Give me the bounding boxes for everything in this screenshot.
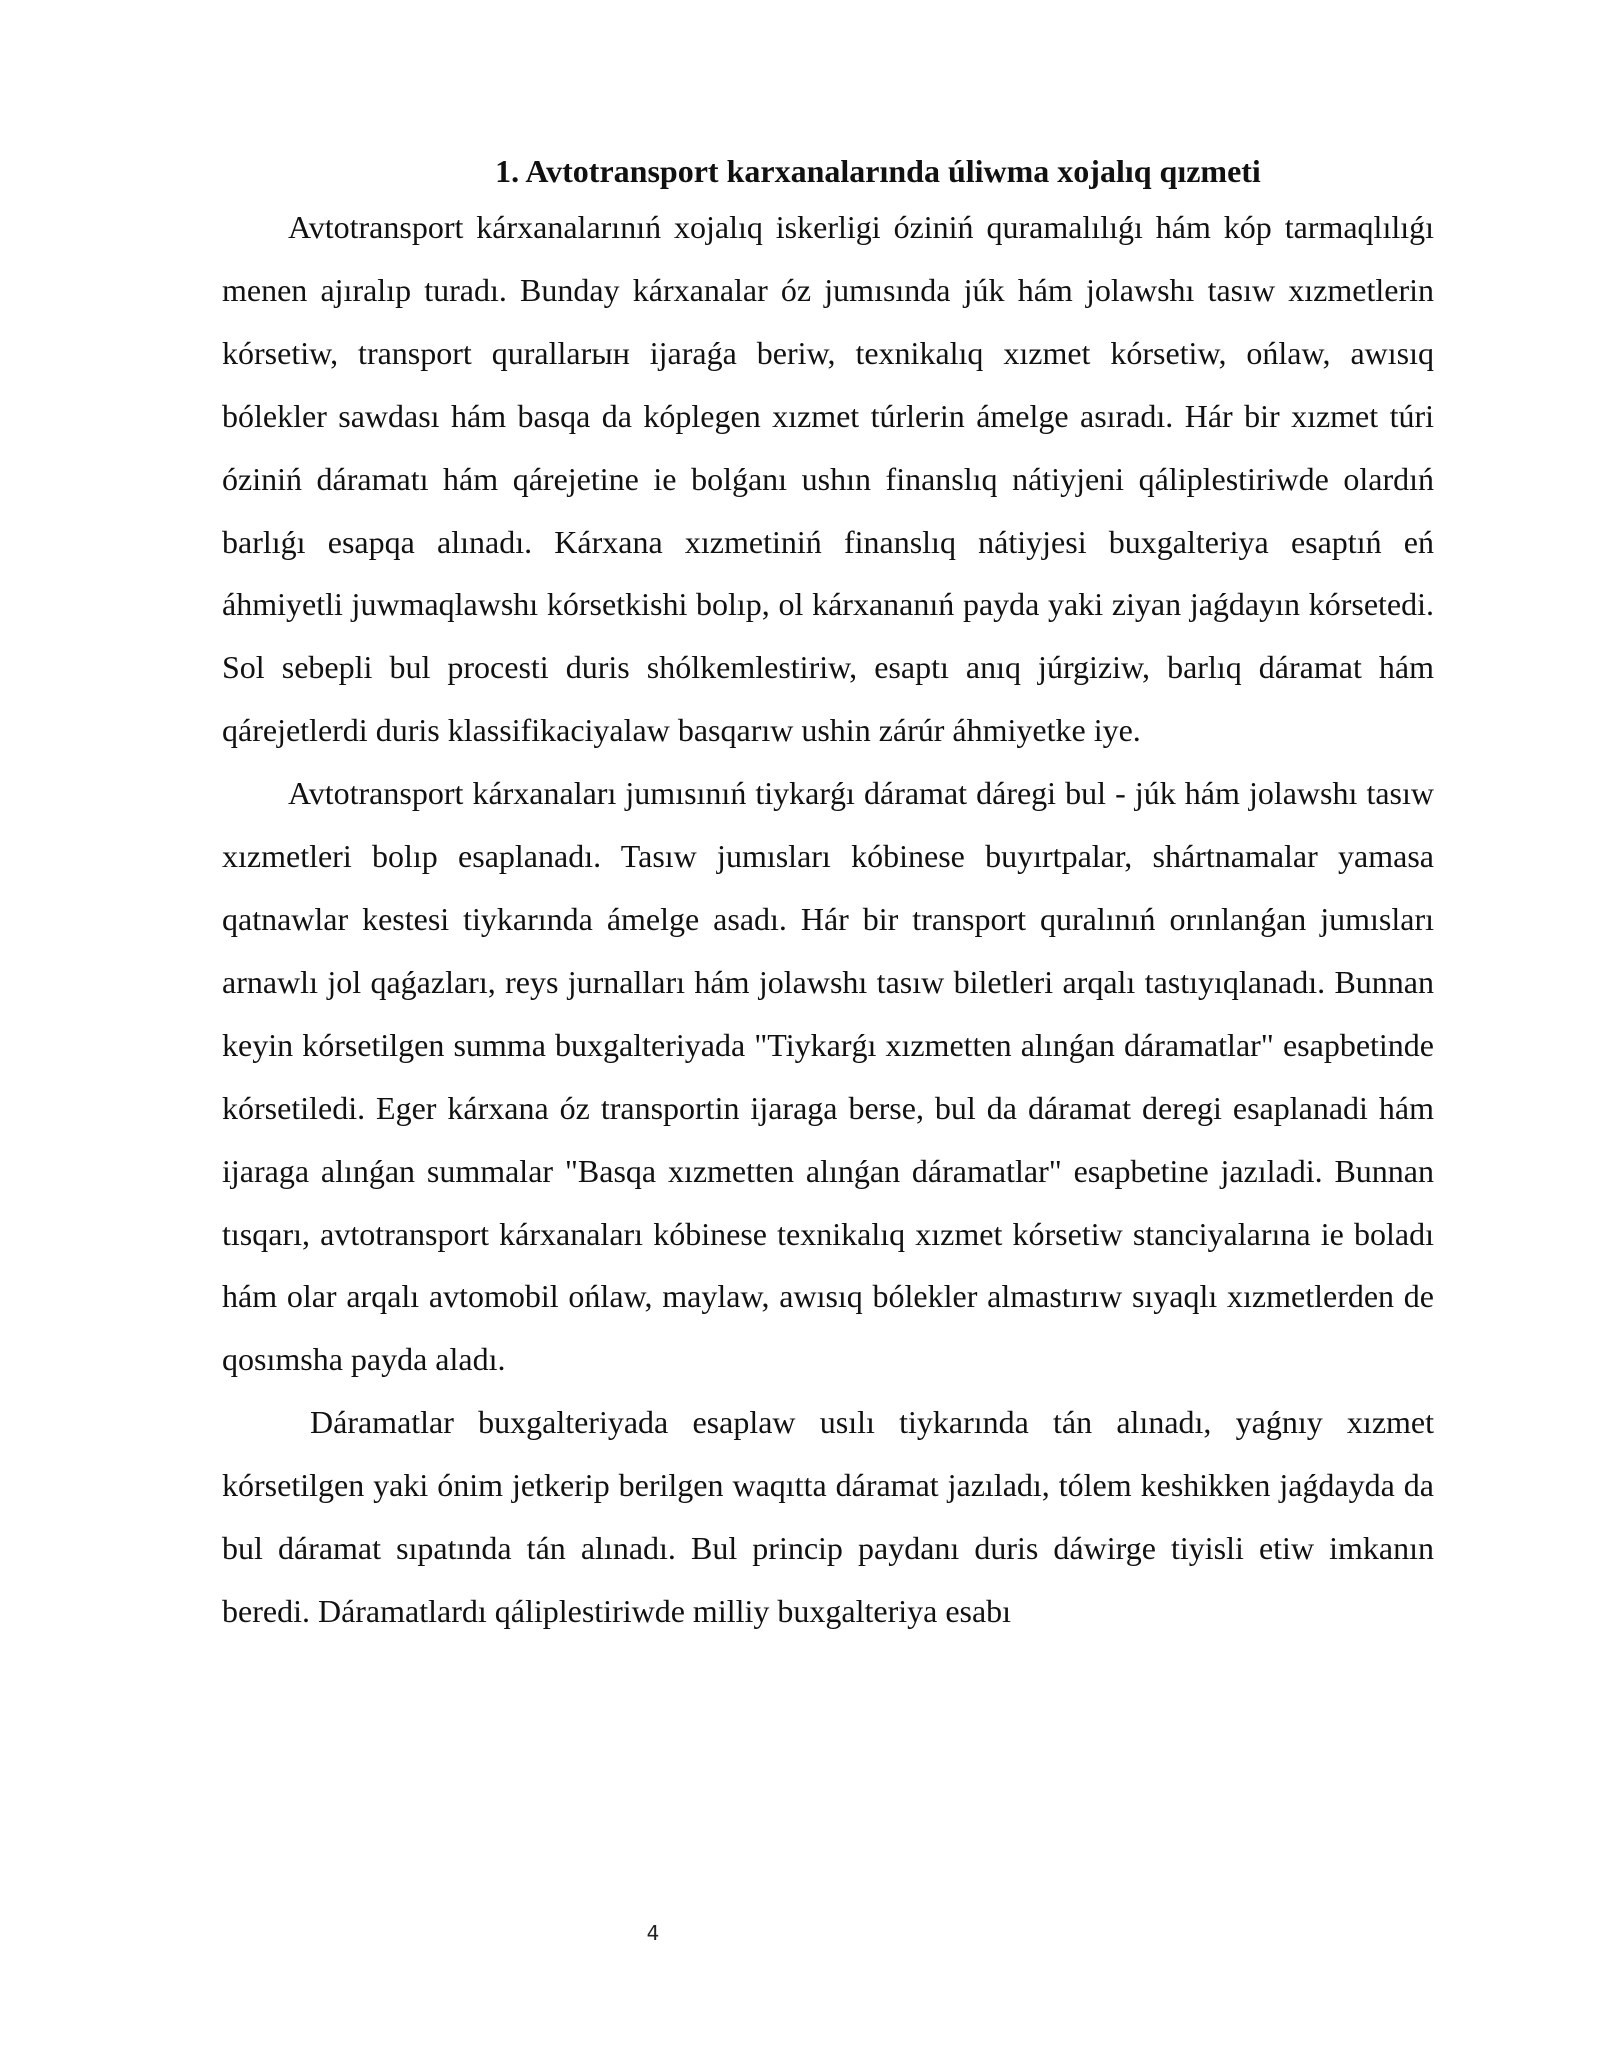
page-content — [222, 148, 1434, 1643]
page-number: 4 — [646, 1921, 660, 1945]
body-paragraph-1: Avtotransport kárxanalarınıń xojalıq iskerligi óziniń quramalılıǵı hám kóp tarmaqlılıǵı menen ajıralıp turadı. Bunday kárxanalar óz jumısında júk hám jolawshı tasıw xızmetlerin kórsetiw, transport qurallarын ijaraǵa beriw, texnikalıq xızmet kórsetiw, ońlaw, awısıq bólekler sawdası hám basqa da kóplegen xızmet túrlerin ámelge asıradı. Hár bir xızmet túri óziniń dáramatı hám qárejetine ie bolǵanı ushın finanslıq nátiyjeni qáliplestiriwde olardıń barlıǵı esapqa alınadı. Kárxana xızmetiniń finanslıq nátiyjesi buxgalteriya esaptıń eń áhmiyetli juwmaqlawshı kórsetkishi bolıp, ol kárxananıń payda yaki ziyan jaǵdayın kórsetedi. Sol sebepli bul procesti duris shólkemlestiriw, esaptı anıq júrgiziw, barlıq dáramat hám qárejetlerdi duris klassifikaciyalaw basqarıw ushin zárúr áhmiyetke iye. — [222, 209, 1434, 749]
section-heading: 1. Avtotransport karxanalarında úliwma xojalıq qızmeti — [495, 153, 1261, 189]
body-paragraph-2: Avtotransport kárxanaları jumısınıń tiykarǵı dáramat dáregi bul - júk hám jolawshı tasıw xızmetleri bolıp esaplanadı. Tasıw jumısları kóbinese buyırtpalar, shártnamalar yamasa qatnawlar kestesi tiykarında ámelge asadı. Hár bir transport quralınıń orınlanǵan jumısları arnawlı jol qaǵazları, reys jurnalları hám jolawshı tasıw biletleri arqalı tastıyıqlanadı. Bunnan keyin kórsetilgen summa buxgalteriyada "Tiykarǵı xızmetten alınǵan dáramatlar" esapbetinde kórsetiledi. Eger kárxana óz transportin ijaraga berse, bul da dáramat deregi esaplanadi hám ijaraga alınǵan summalar "Basqa xızmetten alınǵan dáramatlar" esapbetine jazıladi. Bunnan tısqarı, avtotransport kárxanaları kóbinese texnikalıq xızmet kórsetiw stanciyalarına ie boladı hám olar arqalı avtomobil ońlaw, maylaw, awısıq bólekler almastırıw sıyaqlı xızmetlerden de qosımsha payda aladı. — [222, 775, 1434, 1378]
body-paragraph-3: Dáramatlar buxgalteriyada esaplaw usılı tiykarında tán alınadı, yaǵnıy xızmet kórsetilgen yaki ónim jetkerip berilgen waqıtta dáramat jazıladı, tólem keshikken jaǵdayda da bul dáramat sıpatında tán alınadı. Bul princip paydanı duris dáwirge tiyisli etiw imkanın beredi. Dáramatlardı qáliplestiriwde milliy buxgalteriya esabı — [222, 1404, 1434, 1629]
